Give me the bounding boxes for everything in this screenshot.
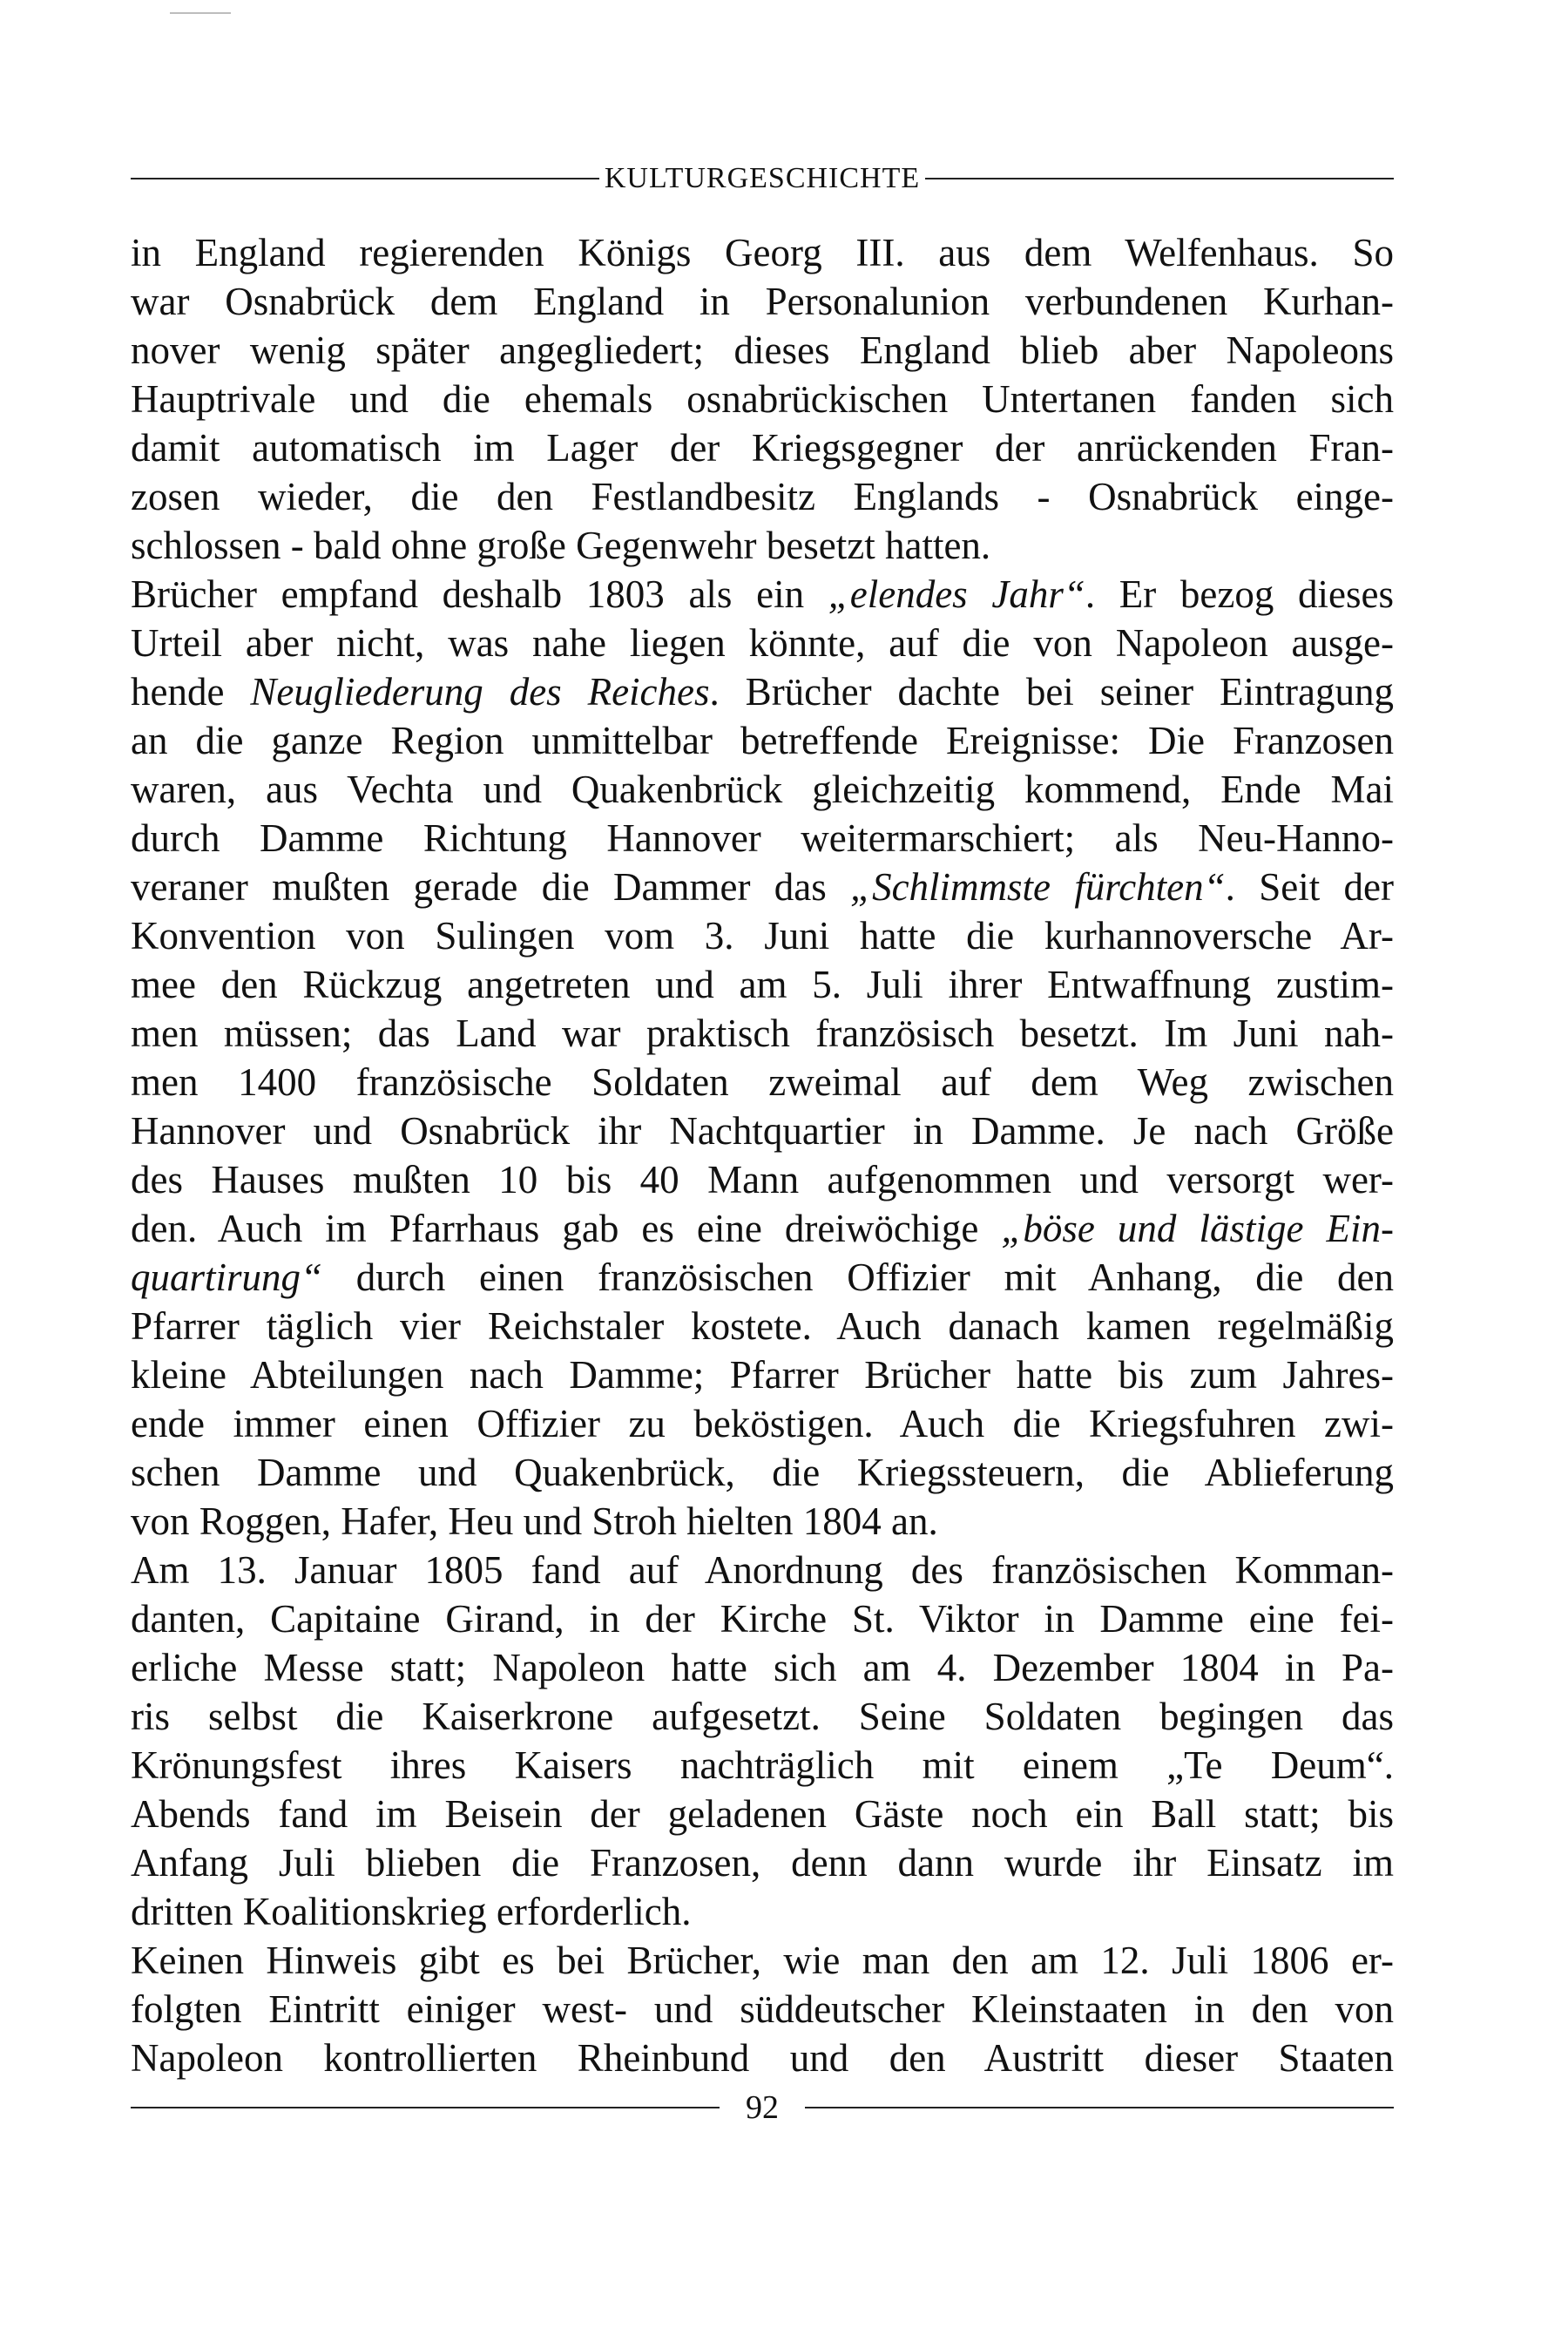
text-run: von Roggen, Hafer, Heu und Stroh hielten 1804 an. bbox=[131, 1499, 938, 1543]
paragraph bbox=[131, 1936, 1394, 2082]
text-line bbox=[131, 423, 1394, 472]
text-line bbox=[131, 1497, 1394, 1546]
text-line bbox=[131, 1204, 1394, 1253]
text-run: kleine Abteilungen nach Damme; Pfarrer Brücher hatte bis zum Jahres- bbox=[131, 1353, 1394, 1397]
text-line bbox=[131, 1155, 1394, 1204]
text-line bbox=[131, 911, 1394, 960]
text-run: an die ganze Region unmittelbar betreffende Ereignisse: Die Franzosen bbox=[131, 719, 1394, 762]
text-line bbox=[131, 1107, 1394, 1155]
footer-rule-right bbox=[805, 2107, 1394, 2108]
text-line bbox=[131, 1741, 1394, 1790]
text-run: hende bbox=[131, 670, 251, 714]
text-run: damit automatisch im Lager der Kriegsgegner der anrückenden Fran- bbox=[131, 426, 1394, 470]
text-run: danten, Capitaine Girand, in der Kirche St. Viktor in Damme eine fei- bbox=[131, 1597, 1394, 1641]
text-run: Keinen Hinweis gibt es bei Brücher, wie man den am 12. Juli 1806 er- bbox=[131, 1939, 1394, 1982]
text-line bbox=[131, 814, 1394, 863]
text-run: schlossen - bald ohne große Gegenwehr besetzt hatten. bbox=[131, 524, 991, 567]
italic-quote: Neugliederung des Reiches bbox=[250, 670, 710, 714]
text-line bbox=[131, 619, 1394, 667]
text-run: ende immer einen Offizier zu beköstigen. Auch die Kriegsfuhren zwi- bbox=[131, 1402, 1394, 1445]
text-run: Napoleon kontrollierten Rheinbund und den Austritt dieser Staaten bbox=[131, 2036, 1394, 2080]
text-line bbox=[131, 960, 1394, 1009]
header-rule-right bbox=[925, 178, 1394, 179]
text-line bbox=[131, 1009, 1394, 1058]
text-line bbox=[131, 570, 1394, 619]
text-line bbox=[131, 1643, 1394, 1692]
text-line bbox=[131, 1985, 1394, 2034]
text-line bbox=[131, 1350, 1394, 1399]
text-run: men müssen; das Land war praktisch französisch besetzt. Im Juni nah- bbox=[131, 1012, 1394, 1055]
running-header-title: KULTURGESCHICHTE bbox=[604, 162, 921, 194]
text-run: schen Damme und Quakenbrück, die Kriegssteuern, die Ablieferung bbox=[131, 1451, 1394, 1494]
text-line bbox=[131, 1790, 1394, 1838]
body-text bbox=[131, 228, 1394, 2082]
page-footer bbox=[131, 2091, 1394, 2124]
text-run: . Er bezog dieses bbox=[1085, 572, 1394, 616]
text-run: Hauptrivale und die ehemals osnabrückischen Untertanen fanden sich bbox=[131, 377, 1394, 421]
text-run: . Seit der bbox=[1225, 865, 1394, 909]
text-line bbox=[131, 1448, 1394, 1497]
text-line bbox=[131, 472, 1394, 521]
text-line bbox=[131, 765, 1394, 814]
text-run: durch Damme Richtung Hannover weitermarschiert; als Neu-Hanno- bbox=[131, 816, 1394, 860]
text-run: Brücher empfand deshalb 1803 als ein bbox=[131, 572, 828, 616]
text-run: mee den Rückzug angetreten und am 5. Juli ihrer Entwaffnung zustim- bbox=[131, 963, 1394, 1006]
text-line bbox=[131, 1936, 1394, 1985]
text-line bbox=[131, 1594, 1394, 1643]
text-line bbox=[131, 1399, 1394, 1448]
text-run: erliche Messe statt; Napoleon hatte sich am 4. Dezember 1804 in Pa- bbox=[131, 1646, 1394, 1689]
text-line bbox=[131, 863, 1394, 911]
text-run: durch einen französischen Offizier mit Anhang, die den bbox=[322, 1255, 1394, 1299]
text-run: Am 13. Januar 1805 fand auf Anordnung des französischen Komman- bbox=[131, 1548, 1394, 1592]
text-line bbox=[131, 2034, 1394, 2082]
text-run: folgten Eintritt einiger west- und süddeutscher Kleinstaaten in den von bbox=[131, 1987, 1394, 2031]
text-run: dritten Koalitionskrieg erforderlich. bbox=[131, 1890, 692, 1933]
text-run: Konvention von Sulingen vom 3. Juni hatte die kurhannoversche Ar- bbox=[131, 914, 1394, 958]
text-run: war Osnabrück dem England in Personalunion verbundenen Kurhan- bbox=[131, 280, 1394, 323]
text-run: Anfang Juli blieben die Franzosen, denn dann wurde ihr Einsatz im bbox=[131, 1841, 1394, 1885]
text-line bbox=[131, 326, 1394, 375]
text-line bbox=[131, 1692, 1394, 1741]
text-run: in England regierenden Königs Georg III. aus dem Welfenhaus. So bbox=[131, 231, 1394, 274]
text-line bbox=[131, 667, 1394, 716]
text-line bbox=[131, 1546, 1394, 1594]
page-number: 92 bbox=[746, 2089, 779, 2126]
italic-quote: „böse und lästige Ein- bbox=[1001, 1207, 1394, 1250]
italic-quote: „Schlimmste fürchten“ bbox=[850, 865, 1226, 909]
text-run: men 1400 französische Soldaten zweimal auf dem Weg zwischen bbox=[131, 1060, 1394, 1104]
text-run: Urteil aber nicht, was nahe liegen könnte, auf die von Napoleon ausge- bbox=[131, 621, 1394, 665]
text-run: veraner mußten gerade die Dammer das bbox=[131, 865, 851, 909]
text-line bbox=[131, 521, 1394, 570]
text-line bbox=[131, 375, 1394, 423]
text-line bbox=[131, 1253, 1394, 1302]
text-run: Pfarrer täglich vier Reichstaler kostete. Auch danach kamen regelmäßig bbox=[131, 1304, 1394, 1348]
text-run: Hannover und Osnabrück ihr Nachtquartier in Damme. Je nach Größe bbox=[131, 1109, 1394, 1153]
text-line bbox=[131, 1838, 1394, 1887]
text-line bbox=[131, 1058, 1394, 1107]
text-run: . Brücher dachte bei seiner Eintragung bbox=[709, 670, 1394, 714]
scan-mark bbox=[170, 12, 231, 14]
text-run: ris selbst die Kaiserkrone aufgesetzt. Seine Soldaten begingen das bbox=[131, 1695, 1394, 1738]
italic-quote: quartirung“ bbox=[131, 1255, 323, 1299]
running-header bbox=[131, 164, 1394, 193]
paragraph bbox=[131, 570, 1394, 1546]
paragraph bbox=[131, 228, 1394, 570]
text-line bbox=[131, 228, 1394, 277]
text-run: waren, aus Vechta und Quakenbrück gleichzeitig kommend, Ende Mai bbox=[131, 768, 1394, 811]
header-rule-left bbox=[131, 178, 599, 179]
footer-rule-left bbox=[131, 2107, 720, 2108]
text-line bbox=[131, 277, 1394, 326]
text-run: den. Auch im Pfarrhaus gab es eine dreiwöchige bbox=[131, 1207, 1002, 1250]
text-line bbox=[131, 1887, 1394, 1936]
paragraph bbox=[131, 1546, 1394, 1936]
italic-quote: „elendes Jahr“ bbox=[828, 572, 1085, 616]
text-run: Krönungsfest ihres Kaisers nachträglich mit einem „Te Deum“. bbox=[131, 1743, 1394, 1787]
text-line bbox=[131, 716, 1394, 765]
text-run: nover wenig später angegliedert; dieses England blieb aber Napoleons bbox=[131, 328, 1394, 372]
text-run: des Hauses mußten 10 bis 40 Mann aufgenommen und versorgt wer- bbox=[131, 1158, 1394, 1201]
text-run: Abends fand im Beisein der geladenen Gäste noch ein Ball statt; bis bbox=[131, 1792, 1394, 1836]
text-run: zosen wieder, die den Festlandbesitz Englands - Osnabrück einge- bbox=[131, 475, 1394, 518]
text-line bbox=[131, 1302, 1394, 1350]
